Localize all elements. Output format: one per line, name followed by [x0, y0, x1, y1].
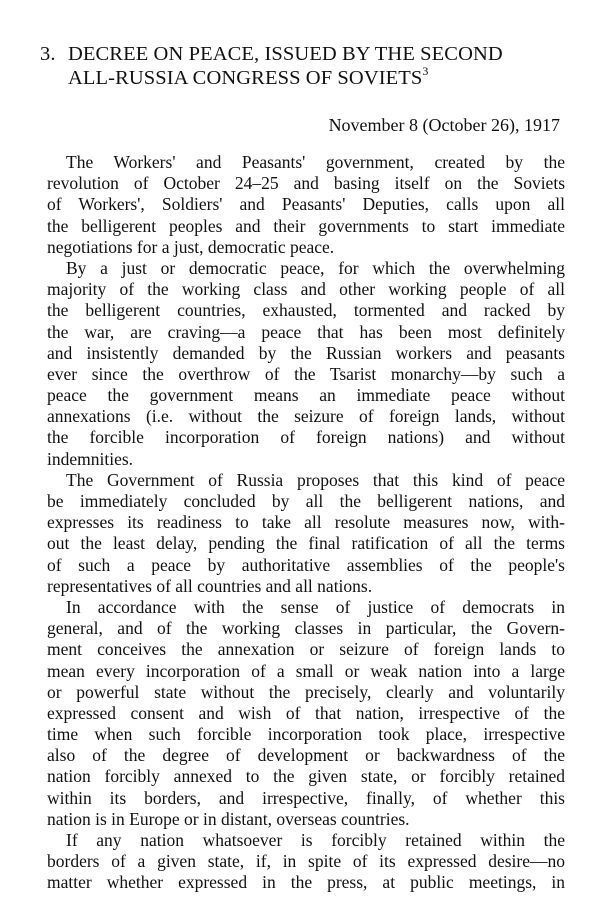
- text-line: The Workers' and Peasants' government, created by the: [66, 152, 565, 172]
- text-line: and insistently demanded by the Russian workers and peasants: [47, 342, 565, 363]
- text-line: out the least delay, pending the final ratification of all the terms: [47, 533, 565, 554]
- text-line: representatives of all countries and all nations.: [47, 575, 373, 596]
- heading-line-2: ALL-RUSSIA CONGRESS OF SOVIETS: [68, 67, 423, 89]
- text-line: revolution of October 24–25 and basing itself on the Soviets: [47, 173, 565, 194]
- text-line: borders of a given state, if, in spite of its expressed desire—no: [47, 851, 565, 872]
- text-line: If any nation whatsoever is forcibly retained within the: [66, 830, 565, 850]
- text-line: ever since the overthrow of the Tsarist monarchy—by such a: [47, 363, 565, 384]
- text-line: mean every incorporation of a small or weak nation into a large: [47, 660, 565, 681]
- text-line: annexations (i.e. without the seizure of foreign lands, without: [47, 406, 565, 427]
- text-line: negotiations for a just, democratic peace.: [47, 236, 335, 257]
- footnote-mark: 3: [422, 64, 429, 78]
- text-line: By a just or democratic peace, for which the overwhelming: [66, 257, 565, 278]
- text-line: nation is in Europe or in distant, overseas countries.: [47, 808, 410, 829]
- text-line: In accordance with the sense of justice of democrats in: [66, 596, 565, 617]
- text-line: peace the government means an immediate peace without: [47, 385, 565, 406]
- text-line: within its borders, and irrespective, finally, of whether this: [47, 787, 565, 808]
- text-line: the belligerent peoples and their governments to start immediate: [47, 215, 565, 236]
- text-line: the forcible incorporation of foreign nations) and without: [47, 427, 565, 448]
- text-line: nation forcibly annexed to the given state, or forcibly retained: [47, 766, 565, 787]
- heading-line-1: DECREE ON PEACE, ISSUED BY THE SECOND: [68, 43, 503, 65]
- text-line: ment conceives the annexation or seizure of foreign lands to: [47, 639, 565, 660]
- text-line: expressed consent and wish of that nation, irrespective of the: [47, 702, 565, 723]
- text-line: indemnities.: [47, 448, 134, 469]
- text-line: or powerful state without the precisely, clearly and voluntarily: [47, 681, 565, 702]
- text-line: the war, are craving—a peace that has been most definitely: [47, 321, 565, 342]
- text-line: matter whether expressed in the press, at public meetings, in: [47, 872, 565, 893]
- text-line: of such a peace by authoritative assemblies of the people's: [47, 554, 565, 575]
- text-line: the belligerent countries, exhausted, tormented and racked by: [47, 300, 565, 321]
- text-line: time when such forcible incorporation took place, irrespective: [47, 724, 565, 745]
- text-line: general, and of the working classes in particular, the Govern-: [47, 618, 565, 639]
- text-line: also of the degree of development or backwardness of the: [47, 745, 565, 766]
- document-date: November 8 (October 26), 1917: [328, 115, 560, 135]
- text-line: of Workers', Soldiers' and Peasants' Deputies, calls upon all: [47, 194, 565, 215]
- text-line: be immediately concluded by all the belligerent nations, and: [47, 491, 565, 511]
- document-heading: [40, 42, 580, 90]
- text-line: majority of the working class and other working people of all: [47, 279, 565, 300]
- text-line: The Government of Russia proposes that this kind of peace: [66, 469, 565, 490]
- heading-line-2-wrap: [40, 66, 580, 90]
- body-text: [47, 152, 565, 894]
- heading-number: 3.: [40, 43, 56, 65]
- text-line: expresses its readiness to take all resolute measures now, with-: [47, 512, 565, 533]
